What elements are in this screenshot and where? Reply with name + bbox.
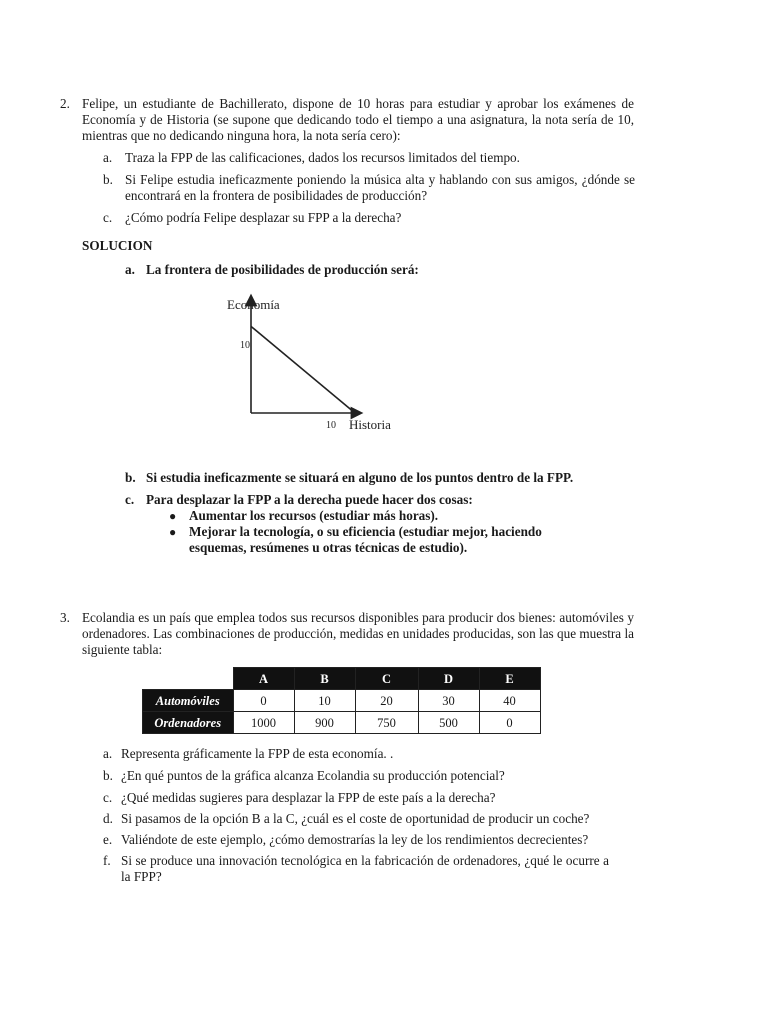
fpp-line <box>251 326 355 413</box>
series-layer <box>251 326 355 413</box>
q3-item-e-text: Valiéndote de este ejemplo, ¿cómo demostrarías la ley de los rendimientos decrecientes? <box>121 832 589 847</box>
q3-item-a-text: Representa gráficamente la FPP de esta economía. . <box>121 746 394 761</box>
bullet-2-text: Mejorar la tecnología, o su eficiencia (estudiar mejor, haciendo esquemas, resúmenes u otras técnicas de estudio). <box>189 524 542 555</box>
q3-item-a-marker: a. <box>103 746 113 761</box>
q3-item-f-text: Si se produce una innovación tecnológica en la fabricación de ordenadores, ¿qué le ocurre a la FPP? <box>121 853 609 884</box>
q3-item-b-text: ¿En qué puntos de la gráfica alcanza Ecolandia su producción potencial? <box>121 768 505 783</box>
table-header-row <box>143 668 541 690</box>
table-row-label: Ordenadores <box>143 712 234 734</box>
solution-heading: SOLUCION <box>82 238 153 253</box>
q2-number: 2. <box>60 96 70 111</box>
q2-item-a-marker: a. <box>103 150 113 165</box>
table-row-label: Automóviles <box>143 690 234 712</box>
q2-item-b-text: Si Felipe estudia ineficazmente poniendo la música alta y hablando con sus amigos, ¿dónde se encontrará en la frontera de posibilidades de producción? <box>125 172 635 203</box>
table-cell: 1000 <box>233 712 294 734</box>
q3-item-d-marker: d. <box>103 811 113 826</box>
solution-a-marker: a. <box>125 262 135 277</box>
table-cell: 40 <box>479 690 540 712</box>
table-cell: 500 <box>418 712 479 734</box>
q3-item-c-text: ¿Qué medidas sugieres para desplazar la FPP de este país a la derecha? <box>121 790 496 805</box>
q3-item-f-marker: f. <box>103 853 111 868</box>
y-axis-label: Economía <box>227 297 280 312</box>
table-col-header: B <box>294 668 355 690</box>
bullet-1-symbol: ● <box>169 509 177 523</box>
solution-b-text: Si estudia ineficazmente se situará en alguno de los puntos dentro de la FPP. <box>146 470 574 485</box>
q2-text: Felipe, un estudiante de Bachillerato, dispone de 10 horas para estudiar y aprobar los exámenes de Economía y de Historia (se supone que dedicando todo el tiempo a una asignatura, la nota sería de 10, mientras que no dedicando ninguna hora, la nota sería cero): <box>82 96 634 143</box>
q2-item-a-text: Traza la FPP de las calificaciones, dados los recursos limitados del tiempo. <box>125 150 520 165</box>
table-row <box>143 690 541 712</box>
q3-item-d-text: Si pasamos de la opción B a la C, ¿cuál es el coste de oportunidad de producir un coche? <box>121 811 590 826</box>
table-col-header: C <box>355 668 418 690</box>
table-row <box>143 712 541 734</box>
table-cell: 30 <box>418 690 479 712</box>
q2-item-b-marker: b. <box>103 172 113 187</box>
q3-text: Ecolandia es un país que emplea todos sus recursos disponibles para producir dos bienes: automóviles y ordenadores. Las combinaciones de producción, medidas en unidades producidas, son las que muestra la siguiente tabla: <box>82 610 634 657</box>
q2-item-c-text: ¿Cómo podría Felipe desplazar su FPP a la derecha? <box>125 210 402 225</box>
production-table <box>142 667 541 734</box>
table-col-header: A <box>233 668 294 690</box>
table-cell: 0 <box>233 690 294 712</box>
q3-item-b-marker: b. <box>103 768 113 783</box>
x-tick-label: 10 <box>326 420 336 431</box>
table-col-header: D <box>418 668 479 690</box>
table-cell: 20 <box>355 690 418 712</box>
q3-number: 3. <box>60 610 70 625</box>
bullet-1-text: Aumentar los recursos (estudiar más horas). <box>189 508 439 523</box>
solution-b-marker: b. <box>125 470 136 485</box>
solution-a-text: La frontera de posibilidades de producción será: <box>146 262 419 277</box>
solution-c-text: Para desplazar la FPP a la derecha puede hacer dos cosas: <box>146 492 473 507</box>
table-cell: 900 <box>294 712 355 734</box>
q3-item-e-marker: e. <box>103 832 113 847</box>
table-cell: 0 <box>479 712 540 734</box>
solution-c-marker: c. <box>125 492 135 507</box>
table-cell: 750 <box>355 712 418 734</box>
fpp-chart <box>215 290 415 440</box>
q2-item-c-marker: c. <box>103 210 113 225</box>
table-col-header: E <box>479 668 540 690</box>
x-axis-label: Historia <box>349 417 391 432</box>
y-tick-label: 10 <box>240 340 250 351</box>
table-cell: 10 <box>294 690 355 712</box>
q3-item-c-marker: c. <box>103 790 113 805</box>
table-corner <box>143 668 234 690</box>
bullet-2-symbol: ● <box>169 525 177 539</box>
